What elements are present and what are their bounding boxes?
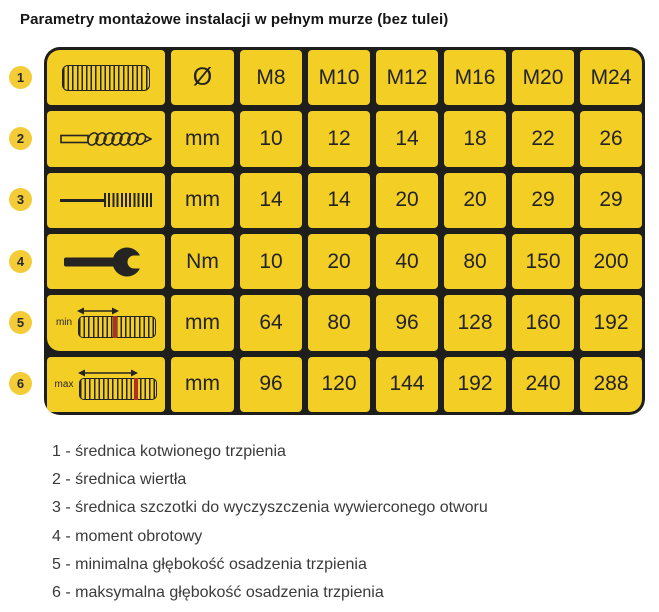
value-cell: M20 bbox=[512, 50, 574, 105]
value-cell: 26 bbox=[580, 111, 642, 166]
max-label: max bbox=[54, 378, 74, 390]
icon-cell bbox=[47, 173, 165, 228]
value-cell: 40 bbox=[376, 234, 438, 289]
legend-item: 3 - średnica szczotki do wyczyszczenia wywierconego otworu bbox=[52, 499, 488, 517]
value-cell: 288 bbox=[580, 357, 642, 412]
legend-item: 2 - średnica wiertła bbox=[52, 471, 187, 489]
unit-cell: mm bbox=[171, 173, 234, 228]
value-cell: M10 bbox=[308, 50, 370, 105]
value-cell: 20 bbox=[444, 173, 506, 228]
depth-arrow-icon bbox=[78, 368, 138, 378]
unit-cell: mm bbox=[171, 295, 234, 350]
value-cell: 10 bbox=[240, 234, 302, 289]
value-cell: 96 bbox=[240, 357, 302, 412]
unit-cell: Ø bbox=[171, 50, 234, 105]
value-cell: 64 bbox=[240, 295, 302, 350]
unit-cell: Nm bbox=[171, 234, 234, 289]
value-cell: M12 bbox=[376, 50, 438, 105]
value-cell: 80 bbox=[308, 295, 370, 350]
value-cell: M24 bbox=[580, 50, 642, 105]
value-cell: M16 bbox=[444, 50, 506, 105]
row-number-badge: 1 bbox=[9, 66, 32, 89]
page-title: Parametry montażowe instalacji w pełnym murze (bez tulei) bbox=[20, 11, 449, 28]
row-number-badge: 6 bbox=[9, 372, 32, 395]
value-cell: M8 bbox=[240, 50, 302, 105]
value-cell: 150 bbox=[512, 234, 574, 289]
unit-cell: mm bbox=[171, 111, 234, 166]
parameters-table bbox=[44, 47, 645, 415]
icon-cell bbox=[47, 295, 165, 350]
rod-max-depth-icon bbox=[55, 369, 158, 400]
value-cell: 20 bbox=[308, 234, 370, 289]
value-cell: 128 bbox=[444, 295, 506, 350]
value-cell: 144 bbox=[376, 357, 438, 412]
depth-mark bbox=[134, 378, 138, 400]
depth-arrow-icon bbox=[77, 306, 119, 316]
value-cell: 96 bbox=[376, 295, 438, 350]
legend-item: 4 - moment obrotowy bbox=[52, 527, 203, 545]
value-cell: 14 bbox=[240, 173, 302, 228]
unit-cell: mm bbox=[171, 357, 234, 412]
value-cell: 14 bbox=[308, 173, 370, 228]
legend bbox=[52, 438, 488, 607]
threaded-rod-icon bbox=[62, 65, 150, 91]
row-number-badge: 5 bbox=[9, 311, 32, 334]
value-cell: 12 bbox=[308, 111, 370, 166]
value-cell: 80 bbox=[444, 234, 506, 289]
legend-item: 1 - średnica kotwionego trzpienia bbox=[52, 443, 286, 461]
value-cell: 120 bbox=[308, 357, 370, 412]
rod-min-depth-icon bbox=[56, 307, 156, 338]
brush-icon bbox=[60, 193, 152, 207]
min-label: min bbox=[55, 317, 73, 329]
value-cell: 200 bbox=[580, 234, 642, 289]
value-cell: 14 bbox=[376, 111, 438, 166]
icon-cell bbox=[47, 111, 165, 166]
row-number-badge: 4 bbox=[9, 250, 32, 273]
row-number-badge: 2 bbox=[9, 127, 32, 150]
drill-bit-icon bbox=[60, 128, 152, 150]
legend-item: 5 - minimalna głębokość osadzenia trzpienia bbox=[52, 555, 367, 573]
value-cell: 20 bbox=[376, 173, 438, 228]
value-cell: 192 bbox=[444, 357, 506, 412]
value-cell: 160 bbox=[512, 295, 574, 350]
icon-cell bbox=[47, 50, 165, 105]
value-cell: 29 bbox=[580, 173, 642, 228]
wrench-icon bbox=[64, 245, 148, 279]
icon-cell bbox=[47, 234, 165, 289]
value-cell: 22 bbox=[512, 111, 574, 166]
icon-cell bbox=[47, 357, 165, 412]
value-cell: 18 bbox=[444, 111, 506, 166]
value-cell: 29 bbox=[512, 173, 574, 228]
value-cell: 10 bbox=[240, 111, 302, 166]
depth-mark bbox=[113, 316, 117, 338]
value-cell: 240 bbox=[512, 357, 574, 412]
legend-item: 6 - maksymalna głębokość osadzenia trzpienia bbox=[52, 584, 384, 602]
row-number-badge: 3 bbox=[9, 188, 32, 211]
value-cell: 192 bbox=[580, 295, 642, 350]
